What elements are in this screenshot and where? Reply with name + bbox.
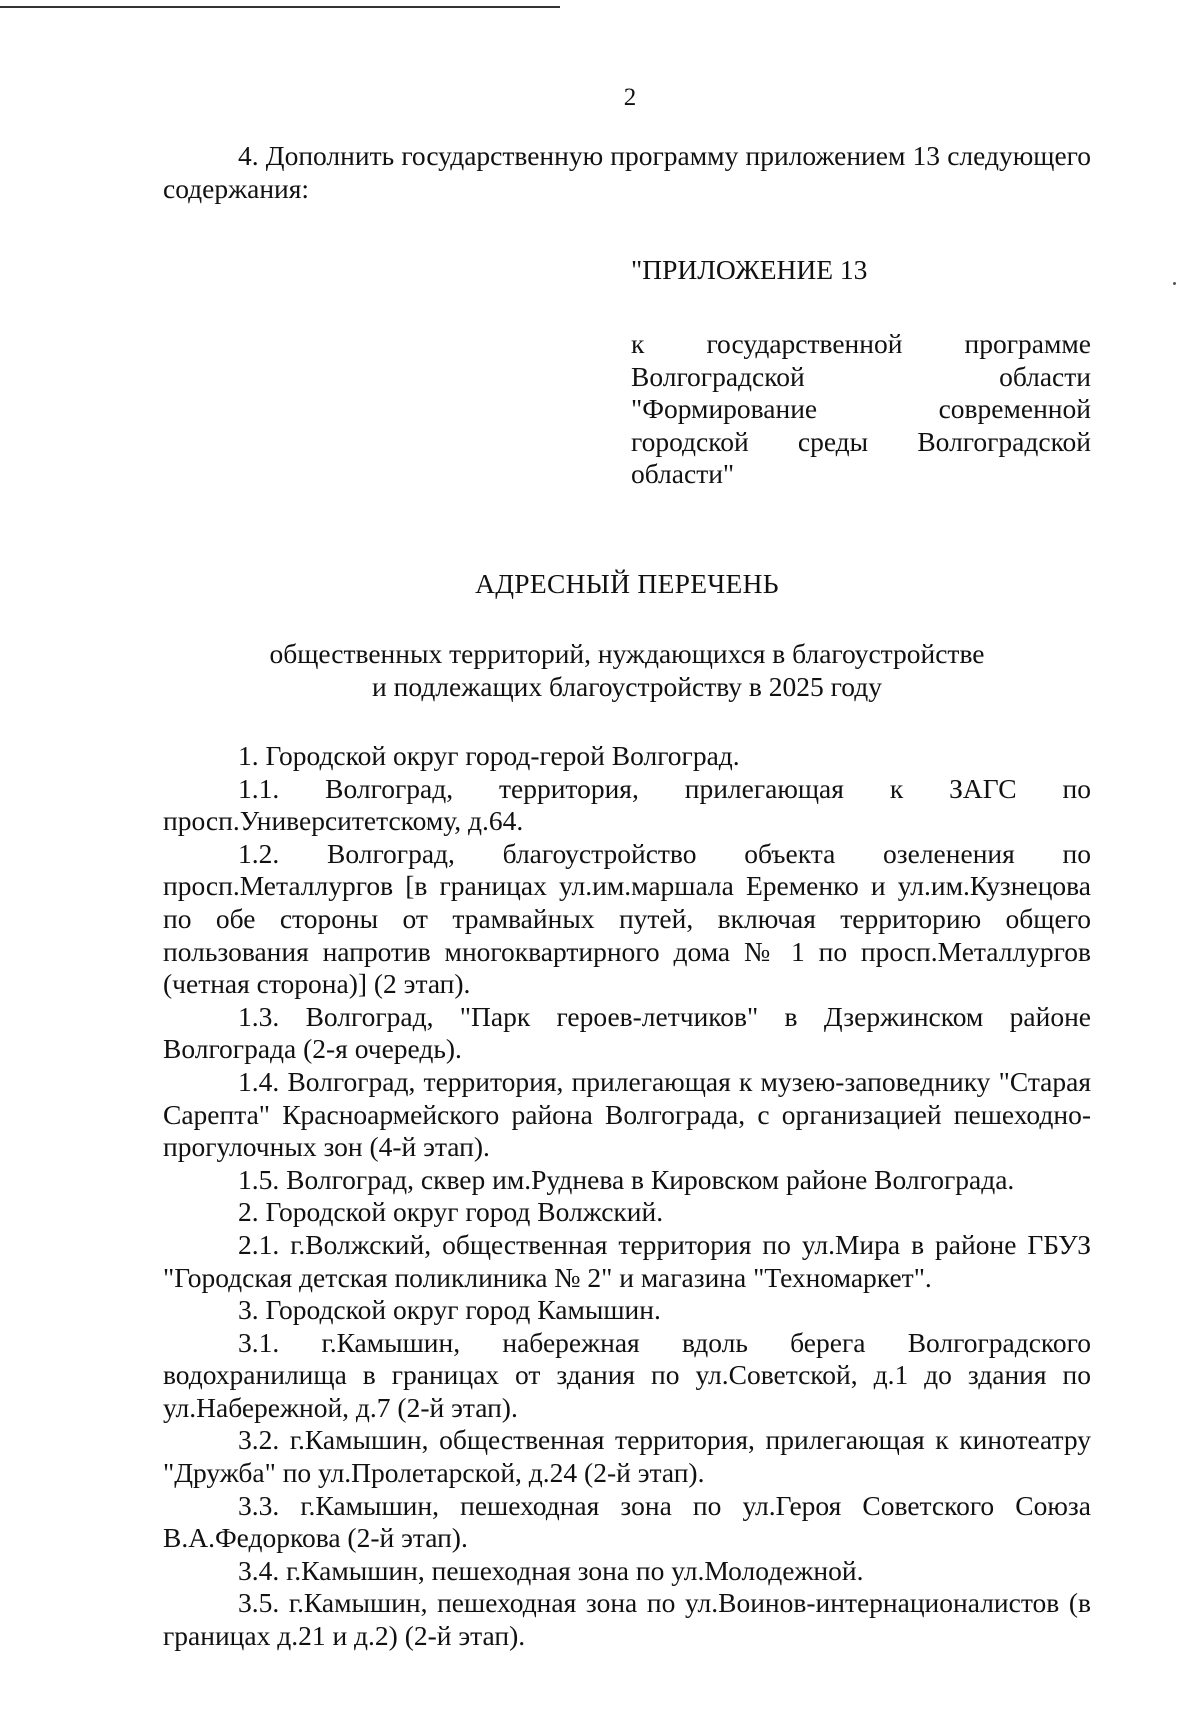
list-item: 1.2. Волгоград, благоустройство объекта озеленения по просп.Металлургов [в границах ул.им.маршала Еременко и ул.им.Кузнецова по обе стороны от трамвайных путей, включая территорию общего пользования напротив многоквартирного дома № 1 по просп.Металлургов (четная сторона)] (2 этап).: [163, 837, 1091, 1000]
scan-dot: [1173, 282, 1176, 285]
list-item: 1.3. Волгоград, "Парк героев-летчиков" в Дзержинском районе Волгограда (2-я очередь).: [163, 1000, 1091, 1065]
address-list: [163, 740, 1091, 1653]
list-item: 2. Городской округ город Волжский.: [238, 1196, 664, 1228]
appendix-subtitle: к государственной программе Волгоградской области "Формирование современной городской среды Волгоградской области": [631, 328, 1091, 489]
list-item: 3.1. г.Камышин, набережная вдоль берега Волгоградского водохранилища в границах от здания по ул.Советской, д.1 до здания по ул.Набережной, д.7 (2-й этап).: [163, 1326, 1091, 1423]
list-item: 3.4. г.Камышин, пешеходная зона по ул.Молодежной.: [238, 1554, 864, 1586]
document-subtitle: [163, 638, 1091, 703]
top-rule: [0, 6, 560, 8]
list-item: 3.5. г.Камышин, пешеходная зона по ул.Воинов-интернационалистов (в границах д.21 и д.2) (2-й этап).: [163, 1587, 1091, 1652]
document-body: [163, 140, 1091, 1653]
list-item: 3. Городской округ город Камышин.: [238, 1294, 661, 1326]
intro-paragraph: 4. Дополнить государственную программу приложением 13 следующего содержания:: [163, 140, 1091, 204]
list-item: 1. Городской округ город-герой Волгоград.: [238, 740, 740, 771]
list-item: 1.5. Волгоград, сквер им.Руднева в Кировском районе Волгограда.: [238, 1163, 1015, 1195]
document-title: АДРЕСНЫЙ ПЕРЕЧЕНЬ: [475, 567, 779, 599]
list-item: 1.1. Волгоград, территория, прилегающая к ЗАГС по просп.Университетскому, д.64.: [163, 772, 1091, 837]
list-item: 3.2. г.Камышин, общественная территория, прилегающая к кинотеатру "Дружба" по ул.Пролетарской, д.24 (2-й этап).: [163, 1424, 1091, 1489]
appendix-title: "ПРИЛОЖЕНИЕ 13: [631, 254, 868, 285]
document-subtitle-line-1: общественных территорий, нуждающихся в благоустройстве: [269, 638, 985, 669]
list-item: 2.1. г.Волжский, общественная территория по ул.Мира в районе ГБУЗ "Городская детская поликлиника № 2" и магазина "Техномаркет".: [163, 1228, 1091, 1293]
document-subtitle-line-2: и подлежащих благоустройству в 2025 году: [372, 670, 882, 702]
page-number: 2: [623, 84, 637, 111]
list-item: 3.3. г.Камышин, пешеходная зона по ул.Героя Советского Союза В.А.Федоркова (2-й этап).: [163, 1489, 1091, 1554]
appendix-block: [631, 254, 1091, 491]
list-item: 1.4. Волгоград, территория, прилегающая к музею-заповеднику "Старая Сарепта" Красноармейского района Волгограда, с организацией пешеходно-прогулочных зон (4-й этап).: [163, 1065, 1091, 1163]
